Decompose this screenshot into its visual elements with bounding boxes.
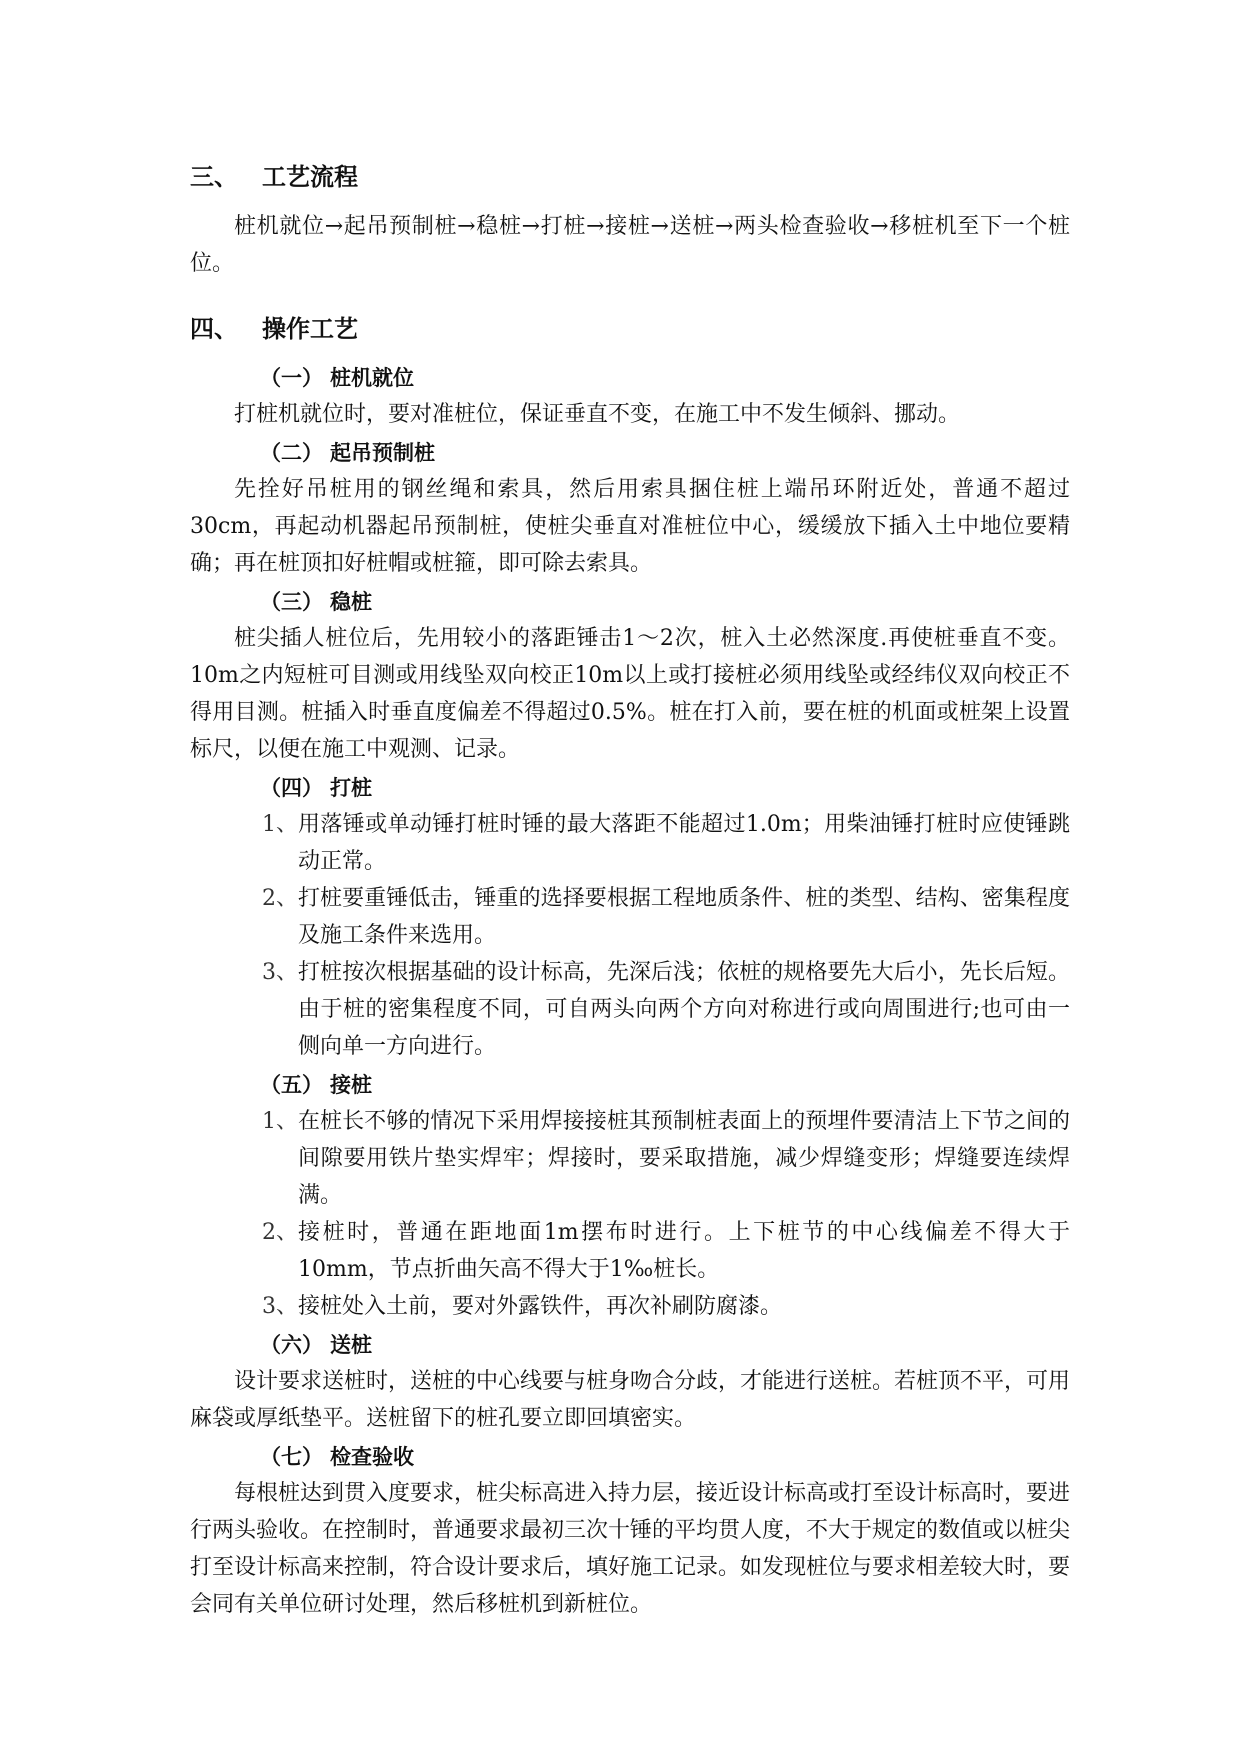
list-number: 3、	[262, 960, 298, 985]
list-text: 打桩按次根据基础的设计标高，先深后浅；依桩的规格要先大后小，先长后短。由于桩的密集程度不同，可自两头向两个方向对称进行或向周围进行;也可由一侧向单一方向进行。	[298, 960, 1070, 1059]
subsection-title: 桩机就位	[330, 366, 414, 390]
subsection-number: （一）	[260, 366, 323, 390]
section-number: 三、	[190, 163, 238, 191]
section-number: 四、	[190, 315, 238, 343]
list-item	[190, 954, 1070, 1065]
list-number: 2、	[262, 886, 298, 911]
subsection-number: （五）	[260, 1073, 323, 1097]
subsection-7-paragraph: 每根桩达到贯入度要求，桩尖标高进入持力层，接近设计标高或打至设计标高时，要进行两头验收。在控制时，普通要求最初三次十锤的平均贯人度，不大于规定的数值或以桩尖打至设计标高来控制，符合设计要求后，填好施工记录。如发现桩位与要求相差较大时，要会同有关单位研讨处理，然后移桩机到新桩位。	[190, 1481, 1071, 1617]
list-number: 3、	[262, 1294, 298, 1319]
list-item	[190, 880, 1070, 954]
section-title: 操作工艺	[262, 315, 358, 343]
list-number: 1、	[262, 1109, 298, 1134]
subsection-4-list	[190, 806, 1070, 1065]
subsection-number: （三）	[260, 590, 323, 614]
subsection-5-list	[190, 1103, 1070, 1325]
list-text: 接桩处入土前，要对外露铁件，再次补刷防腐漆。	[298, 1294, 783, 1319]
subsection-2-heading	[260, 435, 1070, 471]
list-item	[190, 806, 1070, 880]
subsection-number: （四）	[260, 776, 323, 800]
subsection-5-heading	[260, 1067, 1070, 1103]
section-title: 工艺流程	[262, 163, 358, 191]
list-item	[190, 1214, 1070, 1288]
subsection-title: 稳桩	[330, 590, 372, 614]
subsection-6-paragraph: 设计要求送桩时，送桩的中心线要与桩身吻合分歧，才能进行送桩。若桩顶不平，可用麻袋或厚纸垫平。送桩留下的桩孔要立即回填密实。	[190, 1369, 1071, 1431]
list-text: 用落锤或单动锤打桩时锤的最大落距不能超过1.0m；用柴油锤打桩时应使锤跳动正常。	[298, 812, 1070, 874]
subsection-number: （六）	[260, 1333, 323, 1357]
section-3-heading	[190, 160, 1070, 194]
subsection-3-paragraph: 桩尖插人桩位后，先用较小的落距锤击1～2次，桩入土必然深度.再使桩垂直不变。10m之内短桩可目测或用线坠双向校正10m以上或打接桩必须用线坠或经纬仪双向校正不得用目测。桩插入时垂直度偏差不得超过0.5%。桩在打入前，要在桩的机面或桩架上设置标尺，以便在施工中观测、记录。	[190, 626, 1070, 762]
subsection-title: 接桩	[330, 1073, 372, 1097]
list-text: 接桩时，普通在距地面1m摆布时进行。上下桩节的中心线偏差不得大于10mm，节点折曲矢高不得大于1‰桩长。	[298, 1220, 1070, 1282]
subsection-title: 检查验收	[330, 1445, 414, 1469]
subsection-title: 打桩	[330, 776, 372, 800]
subsection-1-heading	[260, 360, 1070, 396]
subsection-1-paragraph: 打桩机就位时，要对准桩位，保证垂直不变，在施工中不发生倾斜、挪动。	[234, 402, 961, 427]
subsection-title: 送桩	[330, 1333, 372, 1357]
list-number: 1、	[262, 812, 298, 837]
list-text: 在桩长不够的情况下采用焊接接桩其预制桩表面上的预埋件要清洁上下节之间的间隙要用铁片垫实焊牢；焊接时，要采取措施，减少焊缝变形；焊缝要连续焊满。	[298, 1109, 1070, 1208]
subsection-number: （二）	[260, 441, 323, 465]
list-item	[190, 1288, 1070, 1325]
subsection-3-heading	[260, 584, 1070, 620]
list-item	[190, 1103, 1070, 1214]
list-number: 2、	[262, 1220, 298, 1245]
process-flow-paragraph: 桩机就位→起吊预制桩→稳桩→打桩→接桩→送桩→两头检查验收→移桩机至下一个桩位。	[190, 214, 1070, 276]
section-4-heading	[190, 312, 1070, 346]
subsection-number: （七）	[260, 1445, 323, 1469]
document-page	[190, 160, 1070, 1623]
subsection-4-heading	[260, 770, 1070, 806]
subsection-7-heading	[260, 1439, 1070, 1475]
subsection-6-heading	[260, 1327, 1070, 1363]
list-text: 打桩要重锤低击，锤重的选择要根据工程地质条件、桩的类型、结构、密集程度及施工条件来选用。	[298, 886, 1070, 948]
subsection-2-paragraph: 先拴好吊桩用的钢丝绳和索具，然后用索具捆住桩上端吊环附近处，普通不超过30cm，再起动机器起吊预制桩，使桩尖垂直对准桩位中心，缓缓放下插入土中地位要精确；再在桩顶扣好桩帽或桩箍，即可除去索具。	[190, 477, 1070, 576]
subsection-title: 起吊预制桩	[330, 441, 435, 465]
